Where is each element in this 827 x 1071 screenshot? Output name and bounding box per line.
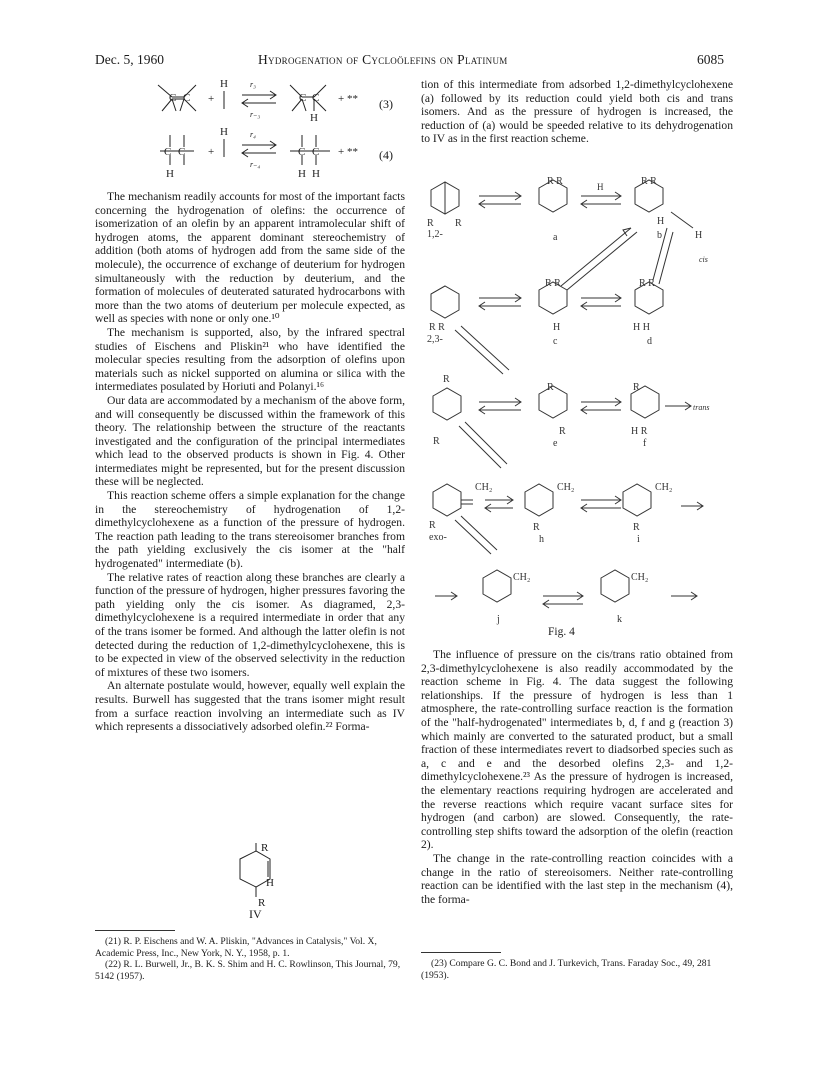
svg-text:R: R xyxy=(633,522,640,533)
svg-text:R R: R R xyxy=(641,176,657,187)
svg-text:R R: R R xyxy=(639,278,655,289)
structure-iv-label: IV xyxy=(249,907,262,921)
ring-i xyxy=(623,484,651,516)
ring-exo xyxy=(433,484,461,516)
svg-text:H: H xyxy=(298,168,306,180)
paragraph: tion of this intermediate from adsorbed 1,2-dimethylcyclohexene (a) followed by its reduction could yield both cis and trans isomers. And as the pressure of hydrogen is increased, the reduction of (a) would be speeded relative to its dehydrogenation to IV as in the first reaction scheme. xyxy=(421,78,733,146)
svg-text:C: C xyxy=(298,146,306,158)
fig-label-d: d xyxy=(647,336,652,347)
paragraph: The mechanism is supported, also, by the infrared spectral studies of Eischens and Pliskin²¹ who have identified the molecular species resulting from the adsorption of olefins upon materials such as nickel supported on alumina or silica with the intermediates posulated by Horiuti and Polanyi.¹⁶ xyxy=(95,325,405,394)
fig-label-cis: cis xyxy=(699,255,708,264)
paragraph: The influence of pressure on the cis/trans ratio obtained from 2,3-dimethylcyclohexene is also readily accommodated by the reaction scheme in Fig. 4. The data suggest the following relationships. If the pressure of hydrogen is less than 1 atmosphere, the rate-controlling surface reaction is the formation of the "half-hydrogenated" intermediates b, d, f and g (reaction 3) which mainly are converted to the saturated product, but a small fraction of these intermediates revert to diadsorbed species such as a, c and e and the desorbed olefins 2,3- and 1,2-dimethylcyclohexene.²³ As the pressure of hydrogen is increased, the elementary reactions requiring hydrogen are accelerated and the reverse reactions which require vacant surface sites for hydrogen (and carbon) are slowed. Consequently, the rate-controlling step shifts toward the adsorption of the olefin (reaction 2). xyxy=(421,648,733,852)
svg-text:C: C xyxy=(183,92,191,104)
svg-text:C: C xyxy=(312,146,320,158)
paragraph: The mechanism readily accounts for most of the important facts concerning the hydrogenation of olefins: the occurrence of isomerization of an olefin by an apparent intramolecular shift of hydrogen atoms, the apparent dominant stereochemistry of addition (both atoms of hydrogen add from the same side of the molecule), the occurrence of exchange of deuterium for hydrogen simultaneously with the reduction by deuterium, and the formation of molecules of deuterated saturated hydrocarbons with more than the two atoms of deuterium per molecule expected, as well as species with none or only one.¹⁰ xyxy=(95,190,405,326)
right-column-text xyxy=(421,648,733,906)
paragraph: An alternate postulate would, however, equally well explain the results. Burwell has suggested that the trans isomer might result from a surface reaction involving an intermediate such as IV which represents a dissociatively adsorbed olefin.²² Forma- xyxy=(95,679,405,734)
fig-label-e: e xyxy=(553,438,558,449)
figure-4-scheme xyxy=(421,168,733,628)
paragraph: The relative rates of reaction along these branches are clearly a function of the pressure of hydrogen, higher pressures favoring the path yielding only the cis isomer. As diagramed, 2,3-dimethylcyclohexene is a required intermediate in order that any of the trans isomer be formed. And although the latter olefin is not detected during the reduction of 1,2-dimethylcyclohexene, this is to be expected in view of the observed selectivity in the reduction of mixtures of these two isomers. xyxy=(95,570,405,679)
svg-text:CH₂: CH₂ xyxy=(513,572,531,583)
ring-k xyxy=(601,570,629,602)
svg-text:R: R xyxy=(533,522,540,533)
eq4-label: (4) xyxy=(379,148,393,162)
svg-text:H: H xyxy=(657,216,665,227)
left-footnotes xyxy=(95,936,405,982)
svg-text:r₃: r₃ xyxy=(250,80,256,89)
svg-text:r₋₃: r₋₃ xyxy=(250,110,261,119)
header-page-number: 6085 xyxy=(697,52,724,67)
svg-text:C: C xyxy=(312,92,320,104)
fig-label-c: c xyxy=(553,336,558,347)
svg-text:R: R xyxy=(559,426,566,437)
ring-j xyxy=(483,570,511,602)
header-date: Dec. 5, 1960 xyxy=(95,52,164,67)
svg-text:H R: H R xyxy=(631,426,648,437)
right-footnotes xyxy=(421,958,733,981)
svg-text:H: H xyxy=(553,322,561,333)
footnote: (21) R. P. Eischens and W. A. Pliskin, "Advances in Catalysis," Vol. X, Academic Press, Inc., New York, N. Y., 1958, p. 1. xyxy=(95,936,377,959)
svg-text:H: H xyxy=(310,112,318,124)
svg-text:C: C xyxy=(169,92,177,104)
svg-text:H H: H H xyxy=(633,322,650,333)
fig-label-k: k xyxy=(617,614,622,625)
svg-text:R: R xyxy=(633,382,640,393)
fig-label-b: b xyxy=(657,230,662,241)
ring-23-olefin xyxy=(431,286,459,318)
svg-text:R: R xyxy=(429,520,436,531)
fig-label-trans: trans xyxy=(693,403,710,412)
fig-label-f: f xyxy=(643,438,647,449)
footnote: (23) Compare G. C. Bond and J. Turkevich, Trans. Faraday Soc., 49, 281 (1953). xyxy=(421,958,712,981)
header-title: Hydrogenation of Cycloölefins on Platinum xyxy=(258,52,508,67)
fig-label-i: i xyxy=(637,534,640,545)
svg-text:R R: R R xyxy=(429,322,445,333)
eq4-plus-term: + ** xyxy=(338,146,358,158)
svg-text:R: R xyxy=(443,374,450,385)
svg-text:+: + xyxy=(208,93,215,105)
paragraph: The change in the rate-controlling reaction coincides with a change in the ratio of stereoisomers. Neither rate-controlling reaction can be identified with the last step in the mechanism (4), the forma- xyxy=(421,851,733,906)
fig-label-j: j xyxy=(497,614,500,625)
svg-text:C: C xyxy=(299,92,307,104)
fig-label-a: a xyxy=(553,232,558,243)
svg-text:C: C xyxy=(164,146,172,158)
svg-text:H: H xyxy=(220,78,228,90)
structure-iv-h: H xyxy=(266,877,274,889)
svg-text:CH₂: CH₂ xyxy=(655,482,673,493)
svg-text:R R: R R xyxy=(547,176,563,187)
paragraph: This reaction scheme offers a simple explanation for the change in the stereochemistry of hydrogenation of 1,2-dimethylcyclohexene as a function of the pressure of hydrogen. The reaction path leading to the trans stereoisomer branches from the path yielding exclusively the cis isomer at the "half hydrogenated" intermediate (b). xyxy=(95,489,405,571)
svg-text:H: H xyxy=(220,126,228,138)
fig-label-ch2: CH₂ xyxy=(475,482,493,493)
svg-text:CH₂: CH₂ xyxy=(631,572,649,583)
svg-text:r₄: r₄ xyxy=(250,130,256,139)
svg-text:C: C xyxy=(178,146,186,158)
fig-label-exo: exo- xyxy=(429,532,447,543)
paragraph: Our data are accommodated by a mechanism of the above form, and will consequently be discussed within the framework of this theory. The relationship between the structure of the reactants investigated and the configuration of the principal intermediates which lead to the observed products is shown in Fig. 4. Other intermediates might be represented, but for the present discussion these will be neglected. xyxy=(95,393,405,489)
figure-caption: Fig. 4 xyxy=(548,626,575,638)
eq3-plus-term: + ** xyxy=(338,93,358,105)
svg-text:H: H xyxy=(166,168,174,180)
svg-text:H: H xyxy=(695,230,703,241)
footnote-rule xyxy=(95,930,175,931)
svg-text:R: R xyxy=(547,382,554,393)
ring-row3-olefin xyxy=(433,388,461,420)
footnote: (22) R. L. Burwell, Jr., B. K. S. Shim and H. C. Rowlinson, This Journal, 79, 5142 (1957). xyxy=(95,959,401,982)
structure-iv-r-bottom: R xyxy=(258,897,266,909)
fig-label-iso12: 1,2- xyxy=(427,229,443,240)
svg-text:R: R xyxy=(433,436,440,447)
svg-text:CH₂: CH₂ xyxy=(557,482,575,493)
svg-text:H: H xyxy=(312,168,320,180)
equations-3-4 xyxy=(140,75,420,185)
svg-text:r₋₄: r₋₄ xyxy=(250,160,261,169)
fig-label-h: h xyxy=(539,534,544,545)
fig-label-R: R xyxy=(427,218,434,229)
footnote-rule xyxy=(421,952,501,953)
fig-label-H: H xyxy=(597,182,604,192)
fig-label-iso23: 2,3- xyxy=(427,334,443,345)
svg-text:+: + xyxy=(208,146,215,158)
right-column-top xyxy=(421,78,733,146)
structure-iv-r-top: R xyxy=(261,842,269,854)
eq3-label: (3) xyxy=(379,97,393,111)
svg-text:R: R xyxy=(455,218,462,229)
left-column-text xyxy=(95,190,405,734)
ring-h xyxy=(525,484,553,516)
svg-text:R R: R R xyxy=(545,278,561,289)
